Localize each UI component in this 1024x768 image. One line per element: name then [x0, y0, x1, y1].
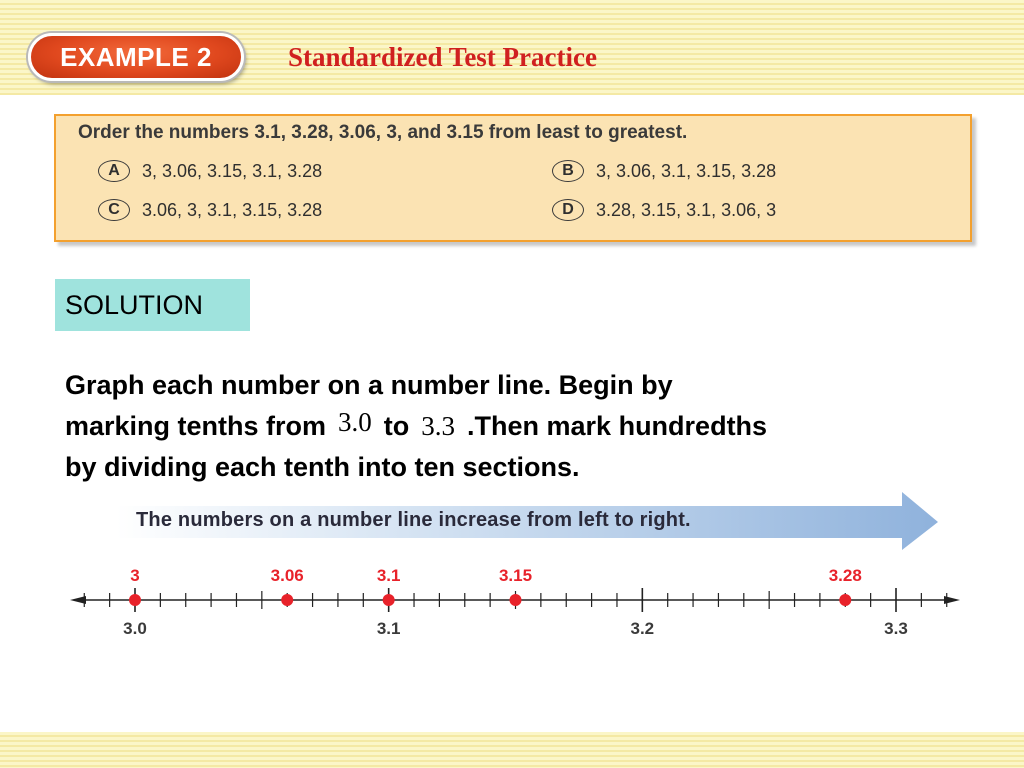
point-label: 3: [130, 566, 140, 585]
point-label: 3.15: [498, 566, 533, 585]
solution-line-2-b: to: [383, 411, 410, 441]
question-box: [54, 114, 972, 242]
plotted-point: [510, 594, 522, 606]
from-value: 3.0: [338, 407, 372, 437]
choice-b-letter: B: [552, 160, 584, 182]
number-line-left-arrow: [70, 596, 86, 604]
choice-b-text: 3, 3.06, 3.1, 3.15, 3.28: [596, 160, 777, 181]
page-title: Standardized Test Practice: [288, 42, 597, 72]
choice-c-text: 3.06, 3, 3.1, 3.15, 3.28: [142, 199, 323, 220]
point-label: 3.28: [828, 566, 862, 585]
plotted-point: [839, 594, 851, 606]
choice-b[interactable]: [552, 160, 776, 182]
solution-line-1: Graph each number on a number line. Begin by: [65, 370, 673, 400]
banner-text: The numbers on a number line increase from left to right.: [136, 509, 691, 531]
choice-d-text: 3.28, 3.15, 3.1, 3.06, 3: [596, 199, 777, 220]
plotted-point: [383, 594, 395, 606]
plotted-point: [281, 594, 293, 606]
tick-label: 3.1: [376, 619, 401, 638]
point-label: 3.06: [270, 566, 304, 585]
choice-d[interactable]: [552, 199, 776, 221]
tick-label: 3.3: [884, 619, 908, 638]
solution-line-2-a: marking tenths from: [65, 411, 327, 441]
choice-c[interactable]: [98, 199, 322, 221]
solution-line-3: by dividing each tenth into ten sections.: [65, 452, 580, 482]
example-badge: EXAMPLE 2: [28, 33, 244, 81]
solution-line-2: [65, 406, 965, 447]
solution-label: SOLUTION: [55, 279, 250, 331]
plotted-point: [129, 594, 141, 606]
footer-band: [0, 732, 1024, 768]
point-label: 3.1: [376, 566, 401, 585]
question-prompt: Order the numbers 3.1, 3.28, 3.06, 3, and 3.15 from least to greatest.: [78, 122, 688, 143]
choice-a-letter: A: [98, 160, 130, 182]
choice-a-text: 3, 3.06, 3.15, 3.1, 3.28: [142, 160, 323, 181]
solution-line-2-c: .Then mark hundredths: [467, 411, 768, 441]
solution-text: [65, 365, 965, 488]
choice-a[interactable]: [98, 160, 322, 182]
choice-c-letter: C: [98, 199, 130, 221]
tick-label: 3.0: [123, 619, 147, 638]
number-line: [0, 550, 1024, 660]
choice-d-letter: D: [552, 199, 584, 221]
to-value: 3.3: [421, 411, 456, 441]
tick-label: 3.2: [630, 619, 655, 638]
